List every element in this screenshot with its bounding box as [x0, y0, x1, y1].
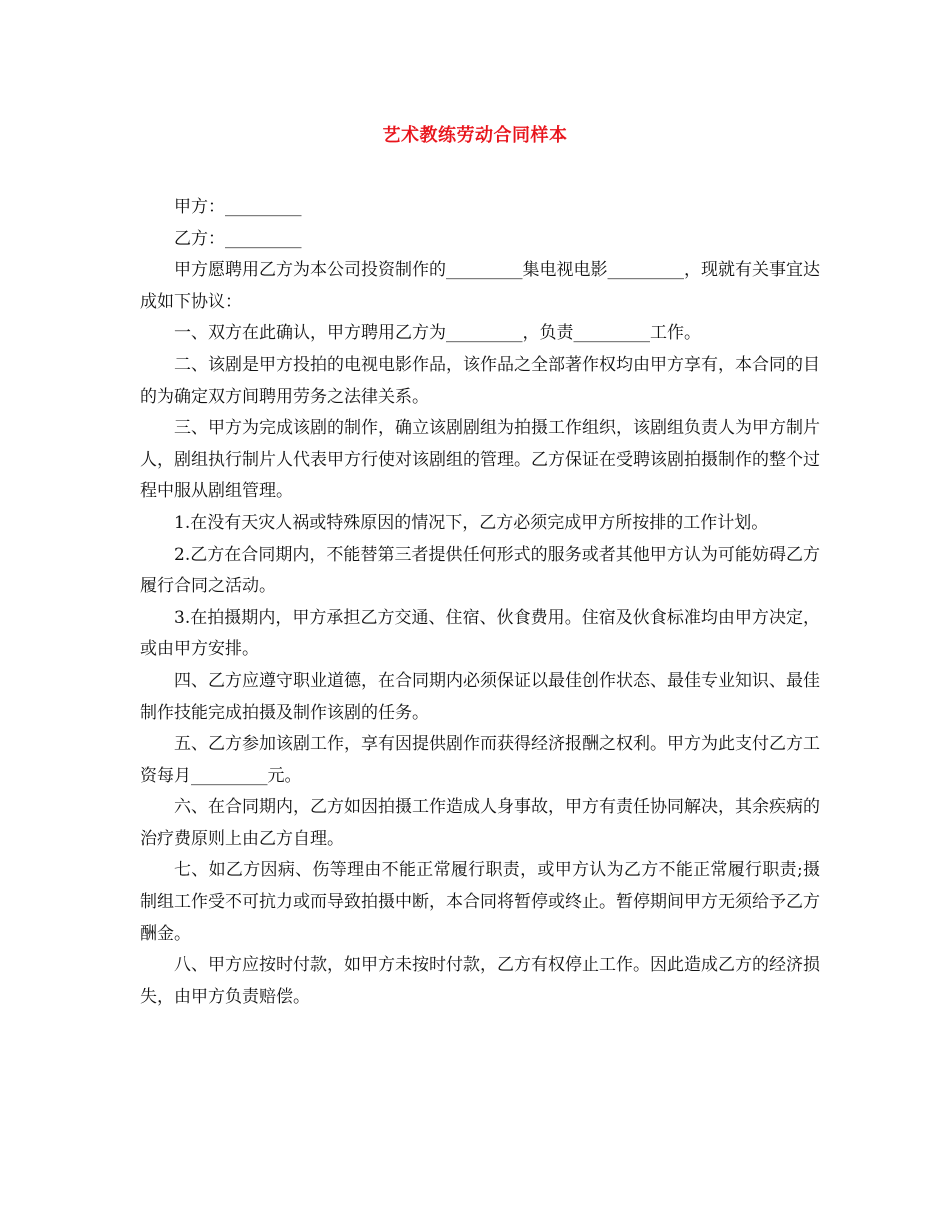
document-body: [140, 192, 820, 1013]
document-title: 艺术教练劳动合同样本: [382, 125, 568, 146]
clause-6: 六、在合同期内，乙方如因拍摄工作造成人身事故，甲方有责任协同解决，其余疾病的治疗费原则上由乙方自理。: [140, 797, 820, 849]
intro-paragraph: 甲方愿聘用乙方为本公司投资制作的_________集电视电影_________，现就有关事宜达成如下协议：: [140, 260, 820, 312]
party-a-line: 甲方：_________: [174, 197, 302, 217]
clause-3-item-1: 1.在没有天灾人祸或特殊原因的情况下，乙方必须完成甲方所按排的工作计划。: [174, 512, 769, 533]
clause-4: 四、乙方应遵守职业道德，在合同期内必须保证以最佳创作状态、最佳专业知识、最佳制作技能完成拍摄及制作该剧的任务。: [140, 670, 820, 723]
clause-8: 八、甲方应按时付款，如甲方未按时付款，乙方有权停止工作。因此造成乙方的经济损失，由甲方负责赔偿。: [140, 955, 820, 1007]
clause-1: 一、双方在此确认，甲方聘用乙方为_________，负责_________工作。: [174, 323, 701, 344]
clause-7: 七、如乙方因病、伤等理由不能正常履行职责，或甲方认为乙方不能正常履行职责;摄制组工作受不可抗力或而导致拍摄中断，本合同将暂停或终止。暂停期间甲方无须给予乙方酬金。: [140, 860, 820, 944]
clause-2: 二、该剧是甲方投拍的电视电影作品，该作品之全部著作权均由甲方享有，本合同的目的为确定双方间聘用劳务之法律关系。: [140, 354, 820, 407]
clause-3-item-3: 3.在拍摄期内，甲方承担乙方交通、住宿、伙食费用。住宿及伙食标准均由甲方决定，或由甲方安排。: [140, 607, 820, 660]
clause-5: 五、乙方参加该剧工作，享有因提供剧作而获得经济报酬之权利。甲方为此支付乙方工资每月_________元。: [140, 734, 820, 786]
party-b-line: 乙方：_________: [174, 228, 302, 249]
clause-3: 三、甲方为完成该剧的制作，确立该剧剧组为拍摄工作组织，该剧组负责人为甲方制片人，剧组执行制片人代表甲方行使对该剧组的管理。乙方保证在受聘该剧拍摄制作的整个过程中服从剧组管理。: [140, 418, 820, 502]
clause-3-item-2: 2.乙方在合同期内，不能替第三者提供任何形式的服务或者其他甲方认为可能妨碍乙方履行合同之活动。: [140, 544, 820, 597]
